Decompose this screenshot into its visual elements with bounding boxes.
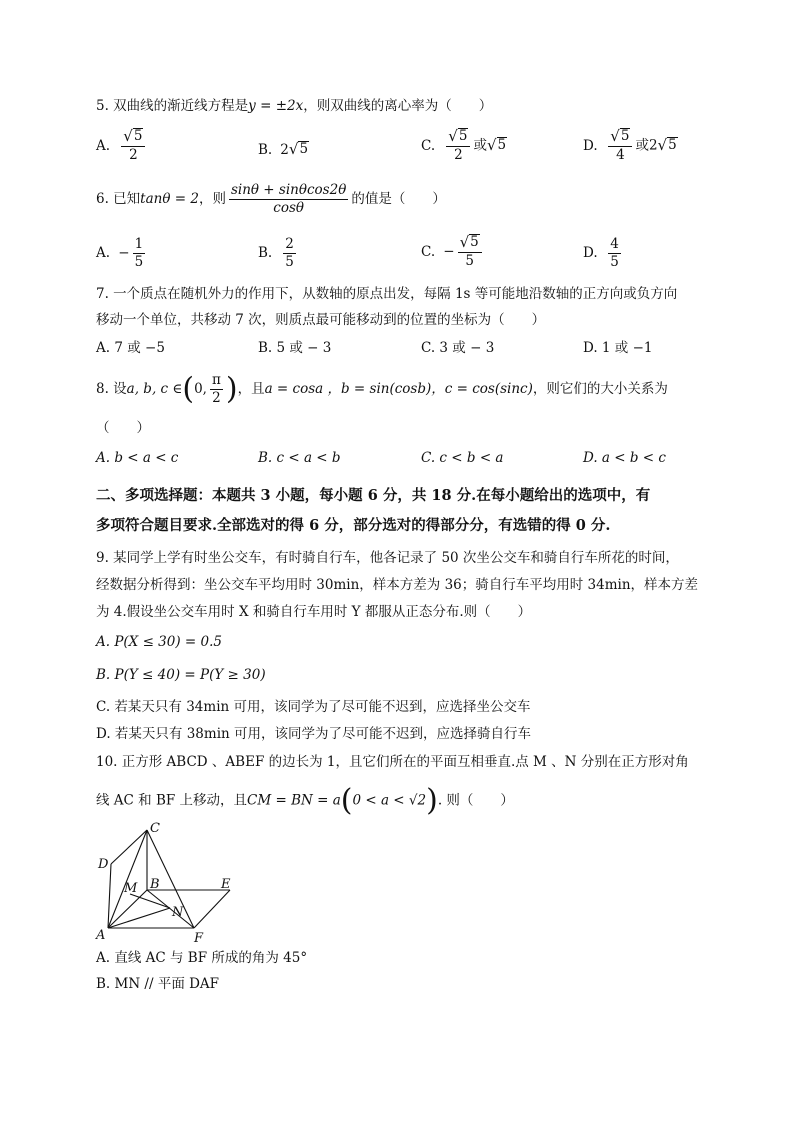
q5-option-d[interactable]: D. √ 5 4 或2 √ 5 <box>583 127 677 163</box>
q8-option-d[interactable]: D. a < b < c <box>583 450 666 466</box>
q6-condition: tanθ = 2 <box>140 191 199 207</box>
q8-stem-mid: ，且 <box>237 381 265 397</box>
q6-option-b[interactable] <box>258 236 299 271</box>
denominator: 4 <box>616 147 625 163</box>
q9-line-3: 为 4.假设坐公交车用时 X 和骑自行车用时 Y 都服从正态分布.则（ ） <box>96 604 532 620</box>
q8-option-a[interactable]: A. b < a < c <box>96 450 179 466</box>
numerator: sinθ + sinθcos2θ <box>230 182 347 198</box>
edge-AC <box>108 830 147 928</box>
q6-expression-fraction <box>229 182 348 217</box>
denominator: 5 <box>134 254 144 270</box>
q5-option-c[interactable]: C. √ 5 2 或 √ 5 <box>421 127 507 163</box>
label-F: F <box>194 931 204 944</box>
denominator: cosθ <box>273 200 305 216</box>
q6-stem-tail: 的值是（ ） <box>351 191 446 207</box>
radicand: 5 <box>470 234 479 250</box>
option-label: B. <box>258 142 273 158</box>
option-label: B. <box>258 245 273 261</box>
q7-option-b[interactable]: B. 5 或 − 3 <box>258 340 332 356</box>
q5-stem-text: 5. 双曲线的渐近线方程是 <box>96 98 249 114</box>
edge-EF <box>194 890 230 928</box>
q10-line-2-tail: . 则（ ） <box>437 792 514 809</box>
q7-option-c[interactable]: C. 3 或 − 3 <box>421 340 495 356</box>
option-label: A. <box>96 137 111 154</box>
radicand: 5 <box>299 141 309 157</box>
option-label: C. <box>421 243 436 260</box>
q5-option-a[interactable] <box>96 128 148 164</box>
q10-equation: CM = BN = a <box>247 792 341 809</box>
q10-option-a[interactable]: A. 直线 AC 与 BF 所成的角为 45° <box>96 950 308 966</box>
q8-option-c[interactable]: C. c < b < a <box>421 450 504 466</box>
q10-line-2-text: 线 AC 和 BF 上移动，且 <box>96 792 248 809</box>
q5-option-b[interactable]: B. 2 √ 5 <box>258 140 309 158</box>
minus-sign: − <box>443 243 455 260</box>
radicand: 5 <box>458 128 468 144</box>
q8-stem-tail: ，则它们的大小关系为 <box>532 381 668 397</box>
label-A: A <box>96 928 106 943</box>
fraction <box>283 236 296 271</box>
label-C: C <box>150 821 160 836</box>
label-D: D <box>98 857 109 872</box>
fraction: √ 5 2 <box>121 128 145 164</box>
fraction <box>133 236 146 271</box>
fraction: √ 5 5 <box>458 234 482 270</box>
q10-line-1: 10. 正方形 ABCD 、ABEF 的边长为 1，且它们所在的平面互相垂直.点 M 、N 分别在正方形对角 <box>96 754 689 770</box>
or-text: 或 <box>473 137 487 154</box>
q10-line-2 <box>96 783 514 818</box>
fraction <box>608 236 621 271</box>
q6-option-d[interactable] <box>583 236 624 271</box>
q5-stem <box>96 96 492 116</box>
q10-condition: 0 < a < √2 <box>352 792 427 809</box>
q6-stem <box>96 182 446 217</box>
right-paren: ) <box>426 783 438 818</box>
numerator: 2 <box>285 236 294 252</box>
q10-geometry-figure <box>90 818 250 944</box>
q8-equations: a = cosa ，b = sin(cosb)，c = cos(sinc) <box>264 381 533 397</box>
q5-stem-tail: ，则双曲线的离心率为（ ） <box>303 98 493 114</box>
q7-option-d[interactable]: D. 1 或 −1 <box>583 340 653 356</box>
label-E: E <box>221 877 231 892</box>
section-2-heading-line-1: 二、多项选择题：本题共 3 小题，每小题 6 分，共 18 分.在每小题给出的选项中，有 <box>96 487 651 504</box>
denominator: 5 <box>610 254 619 270</box>
q6-option-a[interactable] <box>96 236 148 271</box>
left-paren: ( <box>182 371 195 407</box>
q6-option-c[interactable] <box>421 234 485 270</box>
label-M: M <box>124 881 138 896</box>
denominator: 2 <box>212 390 221 406</box>
q10-option-b[interactable]: B. MN // 平面 DAF <box>96 976 220 992</box>
fraction: √ 5 2 <box>446 128 470 164</box>
label-B: B <box>150 877 160 892</box>
edge-DA <box>108 864 111 928</box>
q8-stem <box>96 372 668 407</box>
q7-line-1: 7. 一个质点在随机外力的作用下，从数轴的原点出发，每隔 1s 等可能地沿数轴的正方向或负方向 <box>96 286 678 302</box>
fraction: √ 5 4 <box>608 128 632 164</box>
denominator: 2 <box>129 147 138 163</box>
option-label: D. <box>583 245 598 261</box>
coefficient: 2 <box>648 137 658 154</box>
q5-asymptote-formula: y = ±2x <box>248 98 304 114</box>
radicand: 5 <box>497 136 507 153</box>
q9-option-a[interactable]: A. P(X ≤ 30) = 0.5 <box>96 634 222 650</box>
numerator: π <box>211 372 221 388</box>
edge-BF <box>147 890 194 928</box>
q8-variables: a, b, c ∈ <box>126 381 183 397</box>
option-label: C. <box>421 137 436 154</box>
option-label: A. <box>96 245 111 261</box>
coefficient: 2 <box>280 142 289 158</box>
minus-sign: − <box>118 245 130 261</box>
q9-option-c[interactable]: C. 若某天只有 34min 可用，该同学为了尽可能不迟到，应选择坐公交车 <box>96 699 531 715</box>
q9-option-b[interactable]: B. P(Y ≤ 40) = P(Y ≥ 30) <box>96 667 266 683</box>
section-2-heading-line-2: 多项符合题目要求.全部选对的得 6 分，部分选对的得部分分，有选错的得 0 分. <box>96 517 611 534</box>
q9-line-1: 9. 某同学上学有时坐公交车，有时骑自行车，他各记录了 50 次坐公交车和骑自行车所花的时间， <box>96 550 679 566</box>
q6-stem-text: 6. 已知 <box>96 191 141 207</box>
q8-option-b[interactable]: B. c < a < b <box>258 450 341 466</box>
numerator: 4 <box>610 236 619 252</box>
edge-AN <box>108 908 170 928</box>
radicand: 5 <box>620 128 630 144</box>
denominator: 2 <box>454 147 463 163</box>
radicand: 5 <box>668 136 677 153</box>
right-paren: ) <box>225 371 238 407</box>
q7-line-2: 移动一个单位，共移动 7 次，则质点最可能移动到的位置的坐标为（ ） <box>96 312 546 328</box>
option-label: D. <box>583 137 598 154</box>
label-N: N <box>172 905 184 920</box>
pi-over-two <box>210 372 223 407</box>
numerator: 1 <box>134 236 144 252</box>
q8-stem-text: 8. 设 <box>96 381 127 397</box>
q9-line-2: 经数据分析得到：坐公交车平均用时 30min，样本方差为 36；骑自行车平均用时 34min，样本方差 <box>96 577 699 593</box>
edge-CD <box>111 830 147 864</box>
q8-answer-paren: （ ） <box>96 420 150 436</box>
q7-option-a[interactable]: A. 7 或 −5 <box>96 340 165 356</box>
denominator: 5 <box>465 253 474 269</box>
interval-left: 0, <box>194 381 207 397</box>
radicand: 5 <box>133 128 143 144</box>
q9-option-d[interactable]: D. 若某天只有 38min 可用，该同学为了尽可能不迟到，应选择骑自行车 <box>96 726 531 742</box>
left-paren: ( <box>340 783 353 818</box>
denominator: 5 <box>285 254 294 270</box>
or-text: 或 <box>635 137 649 154</box>
q6-stem-mid: ，则 <box>198 191 226 207</box>
